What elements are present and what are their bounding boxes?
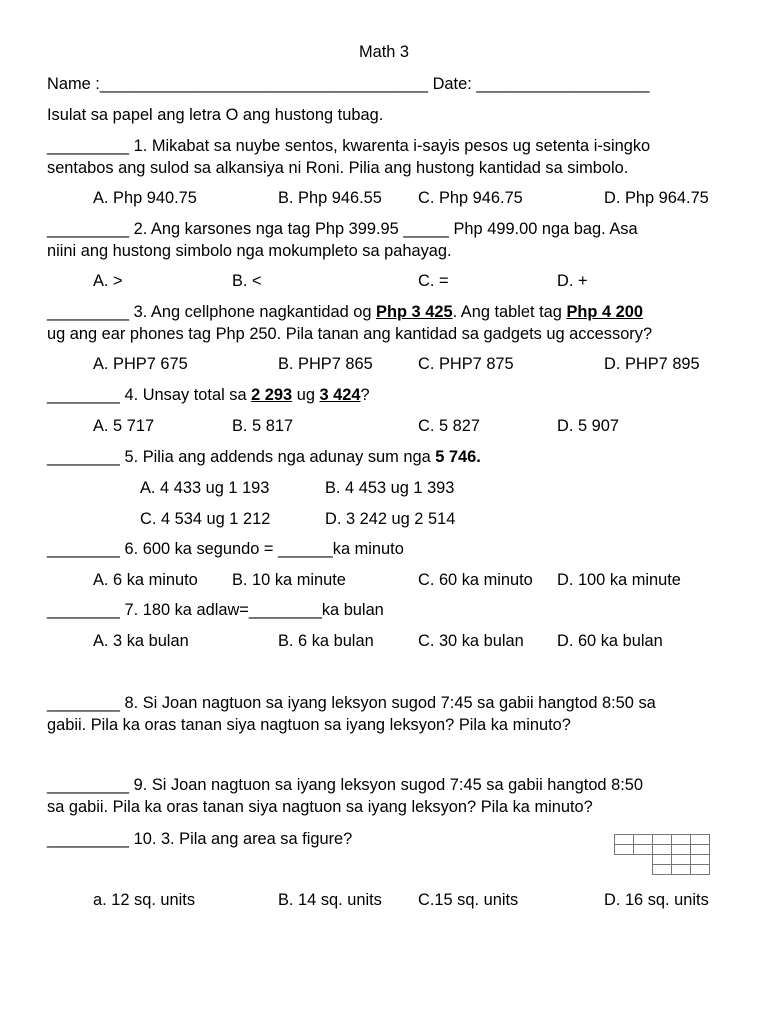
option-a: A. 5 717 xyxy=(93,417,155,435)
answer-blank[interactable]: ________ xyxy=(47,694,120,712)
answer-blank[interactable]: ________ xyxy=(47,386,120,404)
question-text: ? xyxy=(360,386,370,404)
name-blank[interactable]: ____________________________________ xyxy=(99,75,429,93)
answer-blank[interactable]: _________ xyxy=(47,220,130,238)
option-a: A. Php 940.75 xyxy=(93,189,197,207)
option-d: D. 100 ka minute xyxy=(557,571,681,589)
page-title: Math 3 xyxy=(358,43,410,61)
question-8 xyxy=(47,694,656,713)
option-c: C. 60 ka minuto xyxy=(418,571,533,589)
option-d: D. + xyxy=(557,272,588,290)
question-text: 4. Unsay total sa xyxy=(119,386,252,404)
answer-blank[interactable]: ________ xyxy=(47,540,120,558)
option-c: C. PHP7 875 xyxy=(418,355,514,373)
option-d: D. 3 242 ug 2 514 xyxy=(325,510,456,528)
inline-blank[interactable]: _____ xyxy=(403,220,449,238)
name-date-line xyxy=(47,75,650,94)
option-a: a. 12 sq. units xyxy=(93,891,196,909)
option-d: D. PHP7 895 xyxy=(604,355,700,373)
question-6 xyxy=(47,540,404,559)
option-b: B. 6 ka bulan xyxy=(278,632,374,650)
option-b: B. 5 817 xyxy=(232,417,294,435)
target-sum: 5 746. xyxy=(435,448,481,466)
question-text: 6. 600 ka segundo = xyxy=(119,540,279,558)
name-label: Name : xyxy=(47,75,100,93)
question-text: ka bulan xyxy=(321,601,384,619)
question-3 xyxy=(47,303,643,322)
question-3-line2: ug ang ear phones tag Php 250. Pila tanan ang kantidad sa gadgets ug accessory? xyxy=(47,325,653,343)
option-a: A. PHP7 675 xyxy=(93,355,188,373)
addend-2: 3 424 xyxy=(319,386,361,404)
option-a: A. 4 433 ug 1 193 xyxy=(140,479,270,497)
question-text: 10. 3. Pila ang area sa figure? xyxy=(129,830,353,848)
inline-blank[interactable]: ______ xyxy=(278,540,333,558)
question-text: 8. Si Joan nagtuon sa iyang leksyon sugod 7:45 sa gabii hangtod 8:50 sa xyxy=(119,694,656,712)
option-a: A. 6 ka minuto xyxy=(93,571,198,589)
option-b: B. 14 sq. units xyxy=(278,891,382,909)
option-c: C. Php 946.75 xyxy=(418,189,523,207)
answer-blank[interactable]: _________ xyxy=(47,137,130,155)
grid-cell xyxy=(614,844,634,855)
option-b: B. 4 453 ug 1 393 xyxy=(325,479,455,497)
option-d: D. 16 sq. units xyxy=(604,891,709,909)
question-text: 5. Pilia ang addends nga adunay sum nga xyxy=(119,448,436,466)
question-text: 7. 180 ka adlaw= xyxy=(119,601,249,619)
question-1 xyxy=(47,137,650,156)
question-7 xyxy=(47,601,384,620)
question-9-line2: sa gabii. Pila ka oras tanan siya nagtuon sa iyang leksyon? Pila ka minuto? xyxy=(47,798,593,816)
price-tablet: Php 4 200 xyxy=(566,303,644,321)
grid-cell xyxy=(633,844,653,855)
option-c: C. = xyxy=(418,272,449,290)
question-text: 3. Ang cellphone nagkantidad og xyxy=(129,303,377,321)
option-c: C. 30 ka bulan xyxy=(418,632,524,650)
question-5 xyxy=(47,448,481,467)
option-b: B. < xyxy=(232,272,262,290)
option-c: C. 5 827 xyxy=(418,417,480,435)
answer-blank[interactable]: ________ xyxy=(47,601,120,619)
question-10 xyxy=(47,830,352,849)
question-text: ug xyxy=(292,386,320,404)
grid-cell xyxy=(671,864,691,875)
option-a: A. 3 ka bulan xyxy=(93,632,189,650)
question-text: Php 499.00 nga bag. Asa xyxy=(448,220,638,238)
answer-blank[interactable]: ________ xyxy=(47,448,120,466)
question-text: 9. Si Joan nagtuon sa iyang leksyon sugod 7:45 sa gabii hangtod 8:50 xyxy=(129,776,643,794)
option-b: B. Php 946.55 xyxy=(278,189,382,207)
question-text: ka minuto xyxy=(332,540,404,558)
question-9 xyxy=(47,776,643,795)
question-text: . Ang tablet tag xyxy=(452,303,567,321)
option-c: C. 4 534 ug 1 212 xyxy=(140,510,271,528)
question-1-line2: sentabos ang sulod sa alkansiya ni Roni. Pilia ang hustong kantidad sa simbolo. xyxy=(47,159,629,177)
date-label: Date: xyxy=(432,75,472,93)
question-text: 2. Ang karsones nga tag Php 399.95 xyxy=(129,220,404,238)
date-blank[interactable]: ___________________ xyxy=(476,75,650,93)
answer-blank[interactable]: _________ xyxy=(47,830,130,848)
question-2 xyxy=(47,220,638,239)
question-text: 1. Mikabat sa nuybe sentos, kwarenta i-sayis pesos ug setenta i-singko xyxy=(129,137,651,155)
grid-cell xyxy=(690,864,710,875)
question-2-line2: niini ang hustong simbolo nga mokumpleto sa pahayag. xyxy=(47,242,452,260)
answer-blank[interactable]: _________ xyxy=(47,303,130,321)
addend-1: 2 293 xyxy=(251,386,293,404)
option-a: A. > xyxy=(93,272,123,290)
price-cellphone: Php 3 425 xyxy=(376,303,453,321)
inline-blank[interactable]: ________ xyxy=(248,601,322,619)
option-d: D. 5 907 xyxy=(557,417,619,435)
grid-cell xyxy=(652,864,672,875)
option-d: D. 60 ka bulan xyxy=(557,632,663,650)
answer-blank[interactable]: _________ xyxy=(47,776,130,794)
option-d: D. Php 964.75 xyxy=(604,189,709,207)
option-b: B. 10 ka minute xyxy=(232,571,346,589)
option-c: C.15 sq. units xyxy=(418,891,519,909)
instruction: Isulat sa papel ang letra O ang hustong tubag. xyxy=(47,106,384,124)
question-4 xyxy=(47,386,370,405)
question-8-line2: gabii. Pila ka oras tanan siya nagtuon sa iyang leksyon? Pila ka minuto? xyxy=(47,716,571,734)
option-b: B. PHP7 865 xyxy=(278,355,373,373)
